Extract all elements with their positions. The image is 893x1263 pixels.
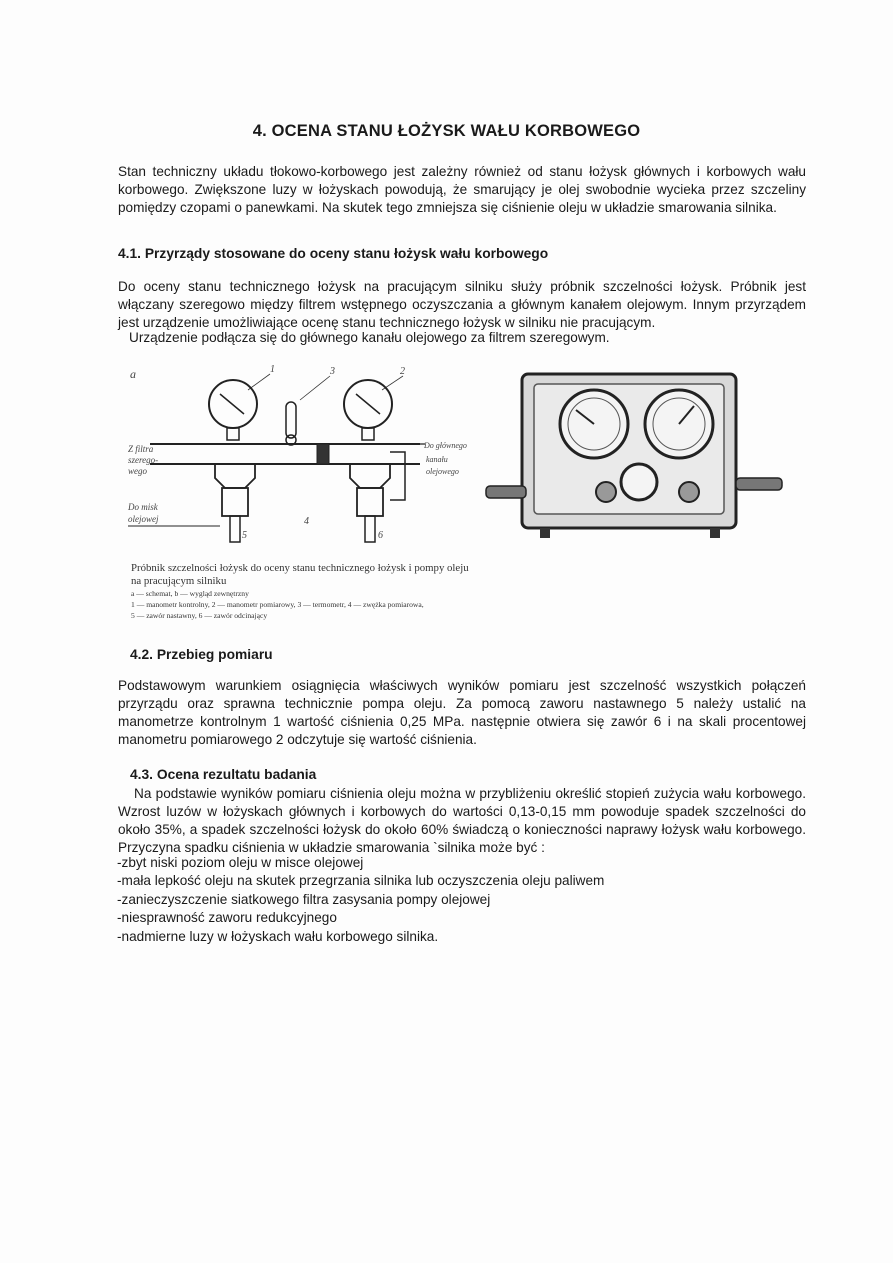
left-bottom-label-1: Do misk — [128, 502, 158, 512]
figure-number-2: 2 — [400, 366, 405, 377]
figure-label-a: a — [130, 367, 136, 381]
right-label-line-2: kanału — [426, 455, 448, 464]
caption-line-1: Próbnik szczelności łożysk do oceny stanu technicznego łożysk i pompy oleju — [131, 562, 469, 574]
figure-number-4: 4 — [304, 516, 309, 527]
left-label-line-1: Z filtra — [128, 444, 154, 454]
section-4-3-text: Na podstawie wyników pomiaru ciśnienia oleju można w przybliżeniu określić stopień zużycia wału korbowego. Wzrost luzów w łożyskach głównych i korbowych do wartości 0,13-0,15 mm powoduje spadek szczelności do około 35%, a spadek szczelności łożysk do około 60% świadczą o konieczności naprawy łożysk wału korbowego. Przyczyna spadku ciśnienia w układzie smarowania `silnika może być : — [118, 786, 806, 855]
left-label-line-3: wego — [128, 466, 147, 476]
left-label-line-2: szerego- — [128, 455, 159, 465]
list-item: -niesprawność zaworu redukcyjnego — [117, 910, 337, 926]
causes-list — [117, 854, 807, 946]
figure-number-1: 1 — [270, 364, 275, 375]
figure-number-3: 3 — [330, 366, 335, 377]
bearing-tester-photo — [484, 370, 784, 548]
caption-legend-3: 5 — zawór nastawny, 6 — zawór odcinający — [131, 611, 268, 620]
section-4-1-text-2: Urządzenie podłącza się do głównego kanału olejowego za filtrem szeregowym. — [129, 330, 610, 345]
section-4-2-heading: 4.2. Przebieg pomiaru — [130, 647, 273, 662]
intro-paragraph: Stan techniczny układu tłokowo-korbowego jest zależny również od stanu łożysk głównych i korbowych wału korbowego. Zwiększone luzy w łożyskach powodują, że smarujący je olej swobodnie wycieka przez szczeliny pomiędzy czopami o panewkami. Na skutek tego zmniejsza się ciśnienie oleju w układzie smarowania silnika. — [118, 164, 806, 215]
list-item: -zanieczyszczenie siatkowego filtra zasysania pompy olejowej — [117, 891, 491, 907]
caption-legend-1: a — schemat, b — wygląd zewnętrzny — [131, 589, 249, 598]
list-item: -nadmierne luzy w łożyskach wału korbowego silnika. — [117, 928, 439, 944]
section-4-3-heading: 4.3. Ocena rezultatu badania — [130, 767, 317, 782]
section-4-1-text: Do oceny stanu technicznego łożysk na pracującym silniku służy próbnik szczelności łożysk. Próbnik jest włączany szeregowo między filtrem wstępnego oczyszczania a głównym kanałem olejowym. Innym przyrządem jest urządzenie umożliwiające ocenę stanu technicznego łożysk w silniku nie pracującym. — [118, 279, 806, 330]
page-title: 4. OCENA STANU ŁOŻYSK WAŁU KORBOWEGO — [252, 122, 641, 140]
right-label-line-1: Do głównego — [424, 441, 467, 450]
list-item: -mała lepkość oleju na skutek przegrzania silnika lub oczyszczenia oleju paliwem — [117, 873, 605, 889]
figure-number-5: 5 — [242, 530, 247, 541]
caption-legend-2: 1 — manometr kontrolny, 2 — manometr pomiarowy, 3 — termometr, 4 — zwężka pomiarowa, — [131, 600, 424, 609]
figure-number-6: 6 — [378, 530, 383, 541]
right-label-line-3: olejowego — [426, 467, 459, 476]
caption-line-2: na pracującym silniku — [131, 575, 227, 587]
bearing-tester-schematic — [120, 360, 480, 558]
list-item: -zbyt niski poziom oleju w misce olejowej — [117, 855, 364, 870]
section-4-1-heading: 4.1. Przyrządy stosowane do oceny stanu łożysk wału korbowego — [118, 246, 549, 261]
left-bottom-label-2: olejowej — [128, 514, 159, 524]
figure-caption — [131, 562, 571, 621]
section-4-2-text: Podstawowym warunkiem osiągnięcia właściwych wyników pomiaru jest szczelność wszystkich połączeń przyrządu oraz sprawna technicznie pompa oleju. Za pomocą zaworu nastawnego 5 należy ustalić na manometrze kontrolnym 1 wartość ciśnienia 0,25 MPa. następnie otwiera się zawór 6 i na skali procentowej manometru pomiarowego 2 odczytuje się wartość ciśnienia. — [118, 678, 806, 747]
